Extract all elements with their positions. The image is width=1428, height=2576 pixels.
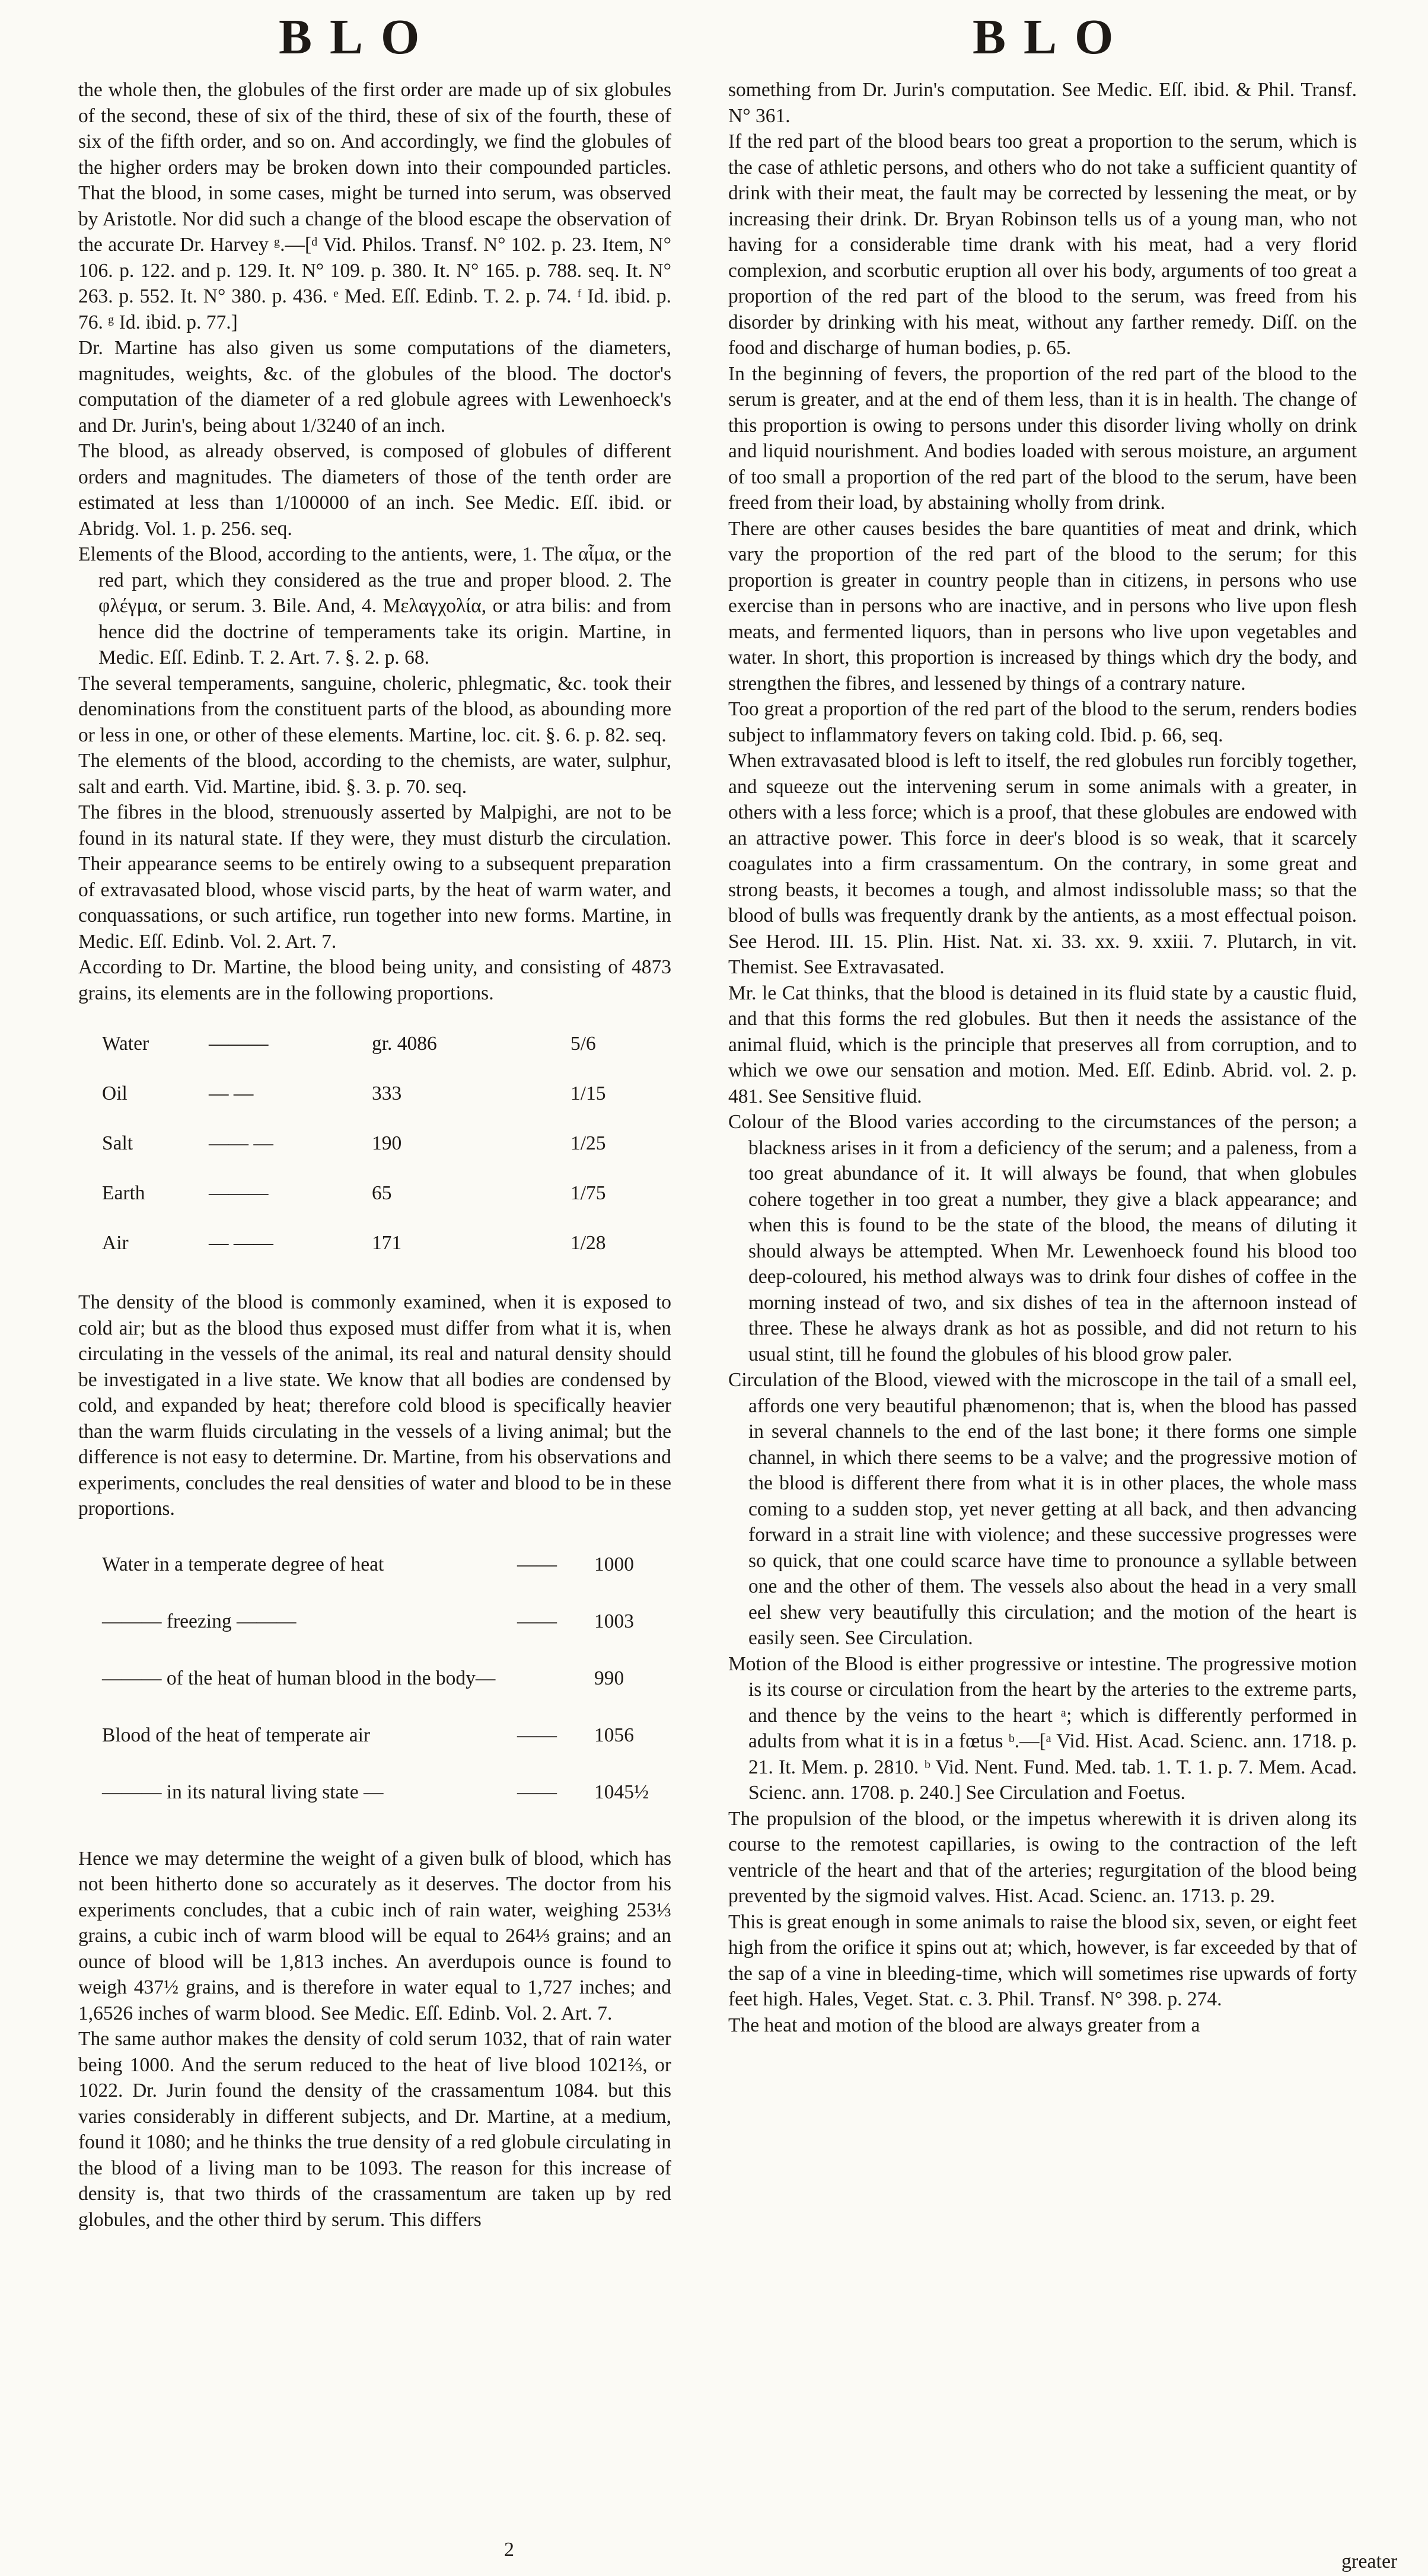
paragraph: There are other causes besides the bare quantities of meat and drink, which vary the proportion of the red part of the blood to the serum; for this proportion is greater in country people than in citizens, in persons who use exercise than in persons who are inactive, and in persons who live upon flesh meats, and fermented liquors, than in persons who live upon vegetables and water. In short, this proportion is increased by things which dry the body, and strengthen the fibres, and lessened by things of a contrary nature. bbox=[728, 517, 1357, 695]
leader-dash: ——— bbox=[209, 1033, 269, 1055]
fraction: 1/25 bbox=[570, 1132, 606, 1154]
density-table bbox=[78, 1541, 648, 1826]
right-column bbox=[728, 77, 1357, 2038]
density-value: 1045½ bbox=[594, 1781, 649, 1803]
entry-circulation-of-blood: Circulation of the Blood, viewed with the microscope in the tail of a small eel, affords one very beautiful phænomenon; that is, when the blood has passed in several channels to the end of the last bone; it there forms one simple channel, in which there seems to be a valve; and the progressive motion of the blood is different there from what it is in other places, the whole mass coming to a sudden stop, yet never getting at all back, and then advancing forward in a strait line with violence; and these successive progresses were so quick, that one could scarce have time to pronounce a syllable between one and the other of them. The vessels also about the head in a very small eel shew very beautifully this circulation; and the motion of the heart is easily seen. See Circulation. bbox=[728, 1369, 1357, 1649]
leader-dash: ——— bbox=[209, 1182, 269, 1204]
table-row bbox=[78, 1072, 648, 1122]
leader-dash: —— bbox=[517, 1781, 557, 1803]
paragraph: Hence we may determine the weight of a given bulk of blood, which has not been hitherto done so accurately as it deserves. The doctor from his experiments concludes, that a cubic inch of rain water, weighing 253⅓ grains, a cubic inch of warm blood will be equal to 264⅓ grains; and an ounce of blood will be 1,813 inches. An averdupois ounce is found to weigh 437½ grains, and is therefore in water equal to 1,727 inches; and 1,6526 inches of warm blood. See Medic. Eſſ. Edinb. Vol. 2. Art. 7. bbox=[78, 1847, 671, 2024]
grain-value: gr. 4086 bbox=[372, 1033, 437, 1055]
entry-motion-of-blood: Motion of the Blood is either progressive or intestine. The progressive motion is its course or circulation from the heart by the arteries to the extreme parts, and thence by the veins to the heart ᵃ; which is differently performed in adults from what it is in a fœtus ᵇ.—[ᵃ Vid. Hist. Acad. Scienc. ann. 1718. p. 21. It. Mem. p. 2810. ᵇ Vid. Nent. Fund. Med. tab. 1. T. 1. p. 7. Mem. Acad. Scienc. ann. 1708. p. 240.] See Circulation and Foetus. bbox=[728, 1652, 1357, 1804]
density-value: 1000 bbox=[594, 1553, 634, 1575]
elements-table bbox=[78, 1023, 648, 1272]
density-label: Blood of the heat of temperate air bbox=[102, 1724, 371, 1746]
grain-value: 190 bbox=[372, 1132, 402, 1154]
paragraph: When extravasated blood is left to itself, the red globules run forcibly together, and squeeze out the intervening serum in some animals with a greater, in others with a less force; which is a proof, that these globules are endowed with an attractive power. This force in deer's blood is so weak, that it scarcely coagulates into a firm crassamentum. On the contrary, in some great and strong beasts, it becomes a tough, and almost indissoluble mass; so that the blood of bulls was frequently drank by the antients, as a most effectual poison. See Herod. III. 15. Plin. Hist. Nat. xi. 33. xx. 9. xxiii. 7. Plutarch, in vit. Themist. See Extravasated. bbox=[728, 750, 1357, 978]
element-name: Earth bbox=[102, 1182, 145, 1204]
paragraph: The same author makes the density of cold serum 1032, that of rain water being 1000. And the serum reduced to the heat of live blood 1021⅔, or 1022. Dr. Jurin found the density of the crassamentum 1084. but this varies considerably in different subjects, and Dr. Martine, at a medium, found it 1080; and he thinks the true density of a red globule circulating in the blood of a living man to be 1093. The reason for this increase of density is, that two thirds of the crassamentum are taken up by red globules, and the other third by serum. This differs bbox=[78, 2028, 671, 2231]
paragraph: The fibres in the blood, strenuously asserted by Malpighi, are not to be found in its natural state. If they were, they must disturb the circulation. Their appearance seems to be entirely owing to a subsequent preparation of extravasated blood, whose viscid parts, by the heat of warm water, and conquassations, or such artifice, run together into new forms. Martine, in Medic. Eſſ. Edinb. Vol. 2. Art. 7. bbox=[78, 801, 671, 953]
paragraph: This is great enough in some animals to raise the blood six, seven, or eight feet high from the orifice it spins out at; which, however, is far exceeded by that of the sap of a vine in bleeding-time, which will sometimes rise upwards of forty feet high. Hales, Veget. Stat. c. 3. Phil. Transf. N° 398. p. 274. bbox=[728, 1910, 1357, 2010]
paragraph: In the beginning of fevers, the proportion of the red part of the blood to the serum is greater, and at the end of them less, than it is in health. The change of this proportion is owing to persons under this disorder living wholly on drink and liquid nourishment. And bodies loaded with serous moisture, an argument of too small a proportion of the red part of the blood to the serum, have been freed from their load, by abstaining wholly from drink. bbox=[728, 362, 1357, 514]
paragraph: Mr. le Cat thinks, that the blood is detained in its fluid state by a caustic fluid, and that this forms the red globules. But then it needs the assistance of the animal fluid, which is the principle that preserves all from corruption, and to which we owe our sensation and motion. Med. Eſſ. Edinb. Abrid. vol. 2. p. 481. See Sensitive fluid. bbox=[728, 982, 1357, 1107]
paragraph: the whole then, the globules of the first order are made up of six globules of the second, these of six of the third, these of six of the fourth, these of six of the fifth order, and so on. And accordingly, we find the globules of the higher orders may be broken down into their compounded particles. That the blood, in some cases, might be turned into serum, was observed by Aristotle. Nor did such a change of the blood escape the observation of the accurate Dr. Harvey ᵍ.—[ᵈ Vid. Philos. Transf. N° 102. p. 23. Item, N° 106. p. 122. and p. 129. It. N° 109. p. 380. It. N° 165. p. 788. seq. It. N° 263. p. 552. It. N° 380. p. 436. ᵉ Med. Eſſ. Edinb. T. 2. p. 74. ᶠ Id. ibid. p. 76. ᵍ Id. ibid. p. 77.] bbox=[78, 79, 671, 333]
leader-dash: — — bbox=[209, 1082, 254, 1104]
paragraph: The several temperaments, sanguine, choleric, phlegmatic, &c. took their denominations from the constituent parts of the blood, as abounding more or less in one, or other of these elements. Martine, loc. cit. §. 6. p. 82. seq. bbox=[78, 672, 671, 746]
table-row bbox=[78, 1172, 648, 1222]
paragraph: The propulsion of the blood, or the impetus wherewith it is driven along its course to the remotest capillaries, is owing to the contraction of the left ventricle of the heart and that of the arteries; regurgitation of the blood being prevented by the sigmoid valves. Hist. Acad. Scienc. an. 1713. p. 29. bbox=[728, 1807, 1357, 1907]
leader-dash: — —— bbox=[209, 1232, 273, 1254]
table-row bbox=[78, 1122, 648, 1172]
leader-dash: —— bbox=[517, 1724, 557, 1746]
left-column bbox=[78, 77, 671, 2233]
running-head-right: BLO bbox=[973, 9, 1131, 65]
table-row bbox=[78, 1769, 648, 1826]
entry-elements-of-blood: Elements of the Blood, according to the antients, were, 1. The αἷμα, or the red part, which they considered as the true and proper blood. 2. The φλέγμα, or serum. 3. Bile. And, 4. Μελαγχολία, or atra bilis: and from hence did the doctrine of temperaments take its origin. Martine, in Medic. Eſſ. Edinb. T. 2. Art. 7. §. 2. p. 68. bbox=[78, 543, 671, 668]
paragraph: Dr. Martine has also given us some computations of the diameters, magnitudes, weights, &c. of the globules of the blood. The doctor's computation of the diameter of a red globule agrees with Lewenhoeck's and Dr. Jurin's, being about 1/3240 of an inch. bbox=[78, 337, 671, 437]
grain-value: 333 bbox=[372, 1082, 402, 1104]
table-row bbox=[78, 1598, 648, 1655]
table-row bbox=[78, 1023, 648, 1072]
running-head-left: BLO bbox=[279, 9, 438, 65]
density-label: Water in a temperate degree of heat bbox=[102, 1553, 384, 1575]
paragraph: According to Dr. Martine, the blood being unity, and consisting of 4873 grains, its elements are in the following proportions. bbox=[78, 956, 671, 1004]
paragraph: The heat and motion of the blood are always greater from a bbox=[728, 2014, 1200, 2036]
table-row bbox=[78, 1655, 648, 1712]
density-value: 1056 bbox=[594, 1724, 634, 1746]
fraction: 1/15 bbox=[570, 1082, 606, 1104]
grain-value: 65 bbox=[372, 1182, 392, 1204]
catchword: greater bbox=[1341, 2550, 1398, 2572]
paragraph: The blood, as already observed, is composed of globules of different orders and magnitudes. The diameters of those of the tenth order are estimated at less than 1/100000 of an inch. See Medic. Eſſ. ibid. or Abridg. Vol. 1. p. 256. seq. bbox=[78, 440, 671, 540]
density-label: ——— in its natural living state — bbox=[102, 1781, 384, 1803]
element-name: Air bbox=[102, 1232, 129, 1254]
element-name: Water bbox=[102, 1033, 149, 1055]
paragraph: Too great a proportion of the red part of the blood to the serum, renders bodies subject to inflammatory fevers on taking cold. Ibid. p. 66, seq. bbox=[728, 698, 1357, 746]
page-header bbox=[0, 0, 1428, 65]
paragraph: The density of the blood is commonly examined, when it is exposed to cold air; but as the blood thus exposed must differ from what it is, when circulating in the vessels of the animal, its real and natural density should be investigated in a live state. We know that all bodies are condensed by cold, and expanded by heat; therefore cold blood is specifically heavier than the warm fluids circulating in the vessels of a living animal; but the difference is not easy to determine. Dr. Martine, from his observations and experiments, concludes the real densities of water and blood to be in these proportions. bbox=[78, 1291, 671, 1520]
leader-dash: —— bbox=[517, 1610, 557, 1632]
leader-dash: —— bbox=[517, 1553, 557, 1575]
leader-dash: —— — bbox=[209, 1132, 273, 1154]
paragraph: If the red part of the blood bears too great a proportion to the serum, which is the case of athletic persons, and others who do not take a sufficient quantity of drink with their meat, the fault may be corrected by lessening the meat, or by increasing their drink. Dr. Bryan Robinson tells us of a young man, who not having for a considerable time drank with his meat, had a very florid complexion, and scorbutic eruption all over his body, arguments of too great a proportion of the red part of the blood to the serum, was freed from his disorder by drinking with his meat, without any farther remedy. Diſſ. on the food and discharge of human bodies, p. 65. bbox=[728, 130, 1357, 359]
density-value: 990 bbox=[594, 1667, 624, 1689]
element-name: Salt bbox=[102, 1132, 133, 1154]
grain-value: 171 bbox=[372, 1232, 402, 1254]
fraction: 1/75 bbox=[570, 1182, 606, 1204]
fraction: 5/6 bbox=[570, 1033, 596, 1055]
paragraph: The elements of the blood, according to the chemists, are water, sulphur, salt and earth. Vid. Martine, ibid. §. 3. p. 70. seq. bbox=[78, 750, 671, 798]
entry-colour-of-blood: Colour of the Blood varies according to the circumstances of the person; a blackness arises in it from a deficiency of the serum; and a paleness, from a too great abundance of it. It will always be found, that when globules cohere together in too great a number, they give a black appearance; and when this is found to be the state of the blood, the means of diluting it should always be attempted. When Mr. Lewenhoeck found his blood too deep-coloured, his method always was to drink four dishes of coffee in the morning instead of two, and six dishes of tea in the afternoon instead of three. These he always drank as hot as possible, and did not return to his usual stint, till he found the globules of his blood grow paler. bbox=[728, 1111, 1357, 1365]
density-label: ——— freezing ——— bbox=[102, 1610, 297, 1632]
table-row bbox=[78, 1222, 648, 1272]
table-row bbox=[78, 1541, 648, 1598]
fraction: 1/28 bbox=[570, 1232, 606, 1254]
density-value: 1003 bbox=[594, 1610, 634, 1632]
paragraph: something from Dr. Jurin's computation. See Medic. Eſſ. ibid. & Phil. Transf. N° 361. bbox=[728, 79, 1357, 127]
table-row bbox=[78, 1712, 648, 1769]
density-label: ——— of the heat of human blood in the body— bbox=[102, 1667, 496, 1689]
element-name: Oil bbox=[102, 1082, 128, 1104]
page-number: 2 bbox=[504, 2539, 514, 2561]
